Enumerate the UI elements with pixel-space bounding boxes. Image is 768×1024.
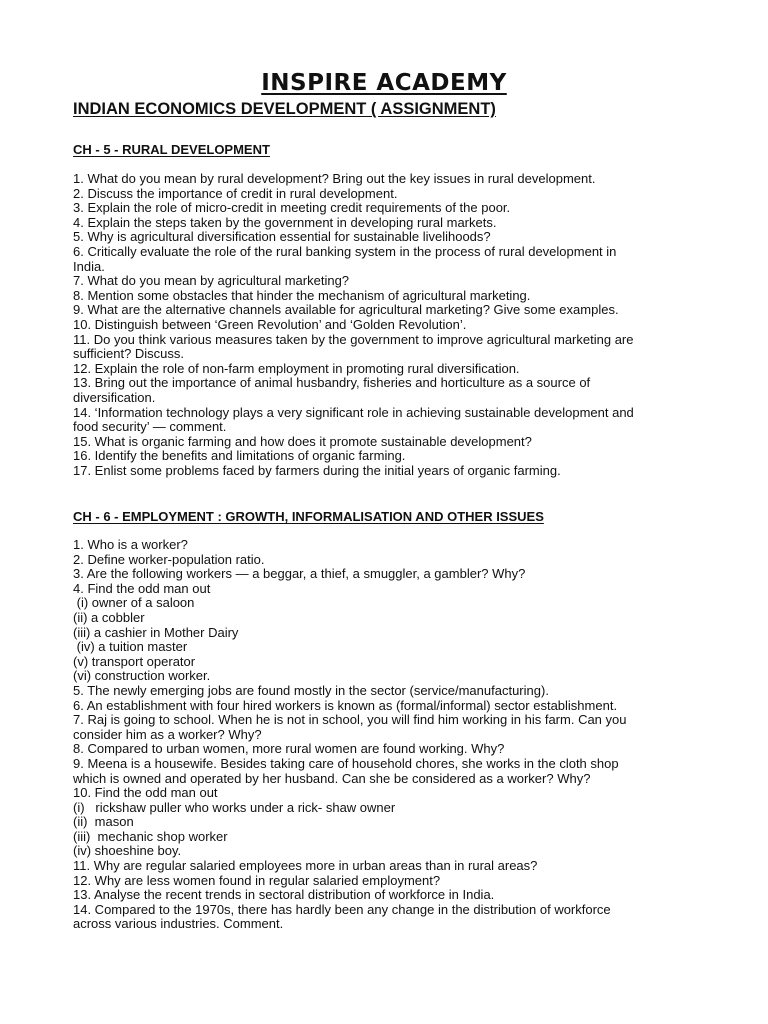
question-line: 4. Find the odd man out	[73, 580, 211, 596]
chapter-6-questions	[73, 538, 703, 932]
question-line: 8. Mention some obstacles that hinder the mechanism of agricultural marketing.	[73, 287, 531, 303]
question-line: 4. Explain the steps taken by the government in developing rural markets.	[73, 214, 497, 230]
question-line: 7. Raj is going to school. When he is not in school, you will find him working in his farm. Can you	[73, 712, 627, 728]
question-line: (i) owner of a saloon	[73, 595, 195, 611]
question-line: 5. The newly emerging jobs are found mostly in the sector (service/manufacturing).	[73, 682, 549, 698]
question-line: 6. Critically evaluate the role of the rural banking system in the process of rural development in	[73, 243, 617, 259]
question-line: (iii) a cashier in Mother Dairy	[73, 624, 239, 640]
question-line: 8. Compared to urban women, more rural women are found working. Why?	[73, 741, 505, 757]
question-line: (iv) a tuition master	[73, 639, 188, 655]
question-line: 11. Why are regular salaried employees more in urban areas than in rural areas?	[73, 858, 538, 874]
question-line: consider him as a worker? Why?	[73, 726, 262, 742]
question-line: 10. Find the odd man out	[73, 785, 218, 801]
question-line: 6. An establishment with four hired workers is known as (formal/informal) sector establishment.	[73, 697, 618, 713]
question-line: across various industries. Comment.	[73, 916, 284, 932]
question-line: 1. What do you mean by rural development? Bring out the key issues in rural development.	[73, 171, 596, 186]
question-line: food security’ — comment.	[73, 419, 227, 435]
question-line: (ii) a cobbler	[73, 609, 145, 625]
question-line: 7. What do you mean by agricultural marketing?	[73, 273, 350, 289]
question-line: sufficient? Discuss.	[73, 346, 185, 362]
chapter-5-questions	[73, 172, 703, 478]
question-line: 12. Explain the role of non-farm employment in promoting rural diversification.	[73, 360, 520, 376]
question-line: 2. Discuss the importance of credit in rural development.	[73, 185, 398, 201]
question-line: 5. Why is agricultural diversification essential for sustainable livelihoods?	[73, 229, 491, 245]
question-line: India.	[73, 258, 105, 274]
question-line: 17. Enlist some problems faced by farmers during the initial years of organic farming.	[73, 462, 561, 478]
question-line: 2. Define worker-population ratio.	[73, 551, 265, 567]
academy-title: INSPIRE ACADEMY	[261, 70, 507, 96]
chapter-5-heading: CH - 5 - RURAL DEVELOPMENT	[73, 142, 270, 157]
question-line: (iii) mechanic shop worker	[73, 828, 228, 844]
question-line: 3. Are the following workers — a beggar, a thief, a smuggler, a gambler? Why?	[73, 566, 526, 582]
chapter-6-heading: CH - 6 - EMPLOYMENT : GROWTH, INFORMALISATION AND OTHER ISSUES	[73, 509, 544, 524]
assignment-subtitle: INDIAN ECONOMICS DEVELOPMENT ( ASSIGNMENT)	[73, 100, 496, 118]
question-line: 13. Bring out the importance of animal husbandry, fisheries and horticulture as a source of	[73, 375, 591, 391]
question-line: (iv) shoeshine boy.	[73, 843, 182, 859]
question-line: (i) rickshaw puller who works under a rick- shaw owner	[73, 799, 396, 815]
question-line: diversification.	[73, 389, 156, 405]
question-line: 14. Compared to the 1970s, there has hardly been any change in the distribution of workforce	[73, 901, 611, 917]
question-line: 14. ‘Information technology plays a very significant role in achieving sustainable development and	[73, 404, 634, 420]
question-line: 12. Why are less women found in regular salaried employment?	[73, 872, 441, 888]
question-line: (v) transport operator	[73, 653, 196, 669]
question-line: 11. Do you think various measures taken by the government to improve agricultural marketing are	[73, 331, 634, 347]
question-line: 13. Analyse the recent trends in sectoral distribution of workforce in India.	[73, 887, 495, 903]
question-line: (ii) mason	[73, 814, 134, 830]
question-line: which is owned and operated by her husband. Can she be considered as a worker? Why?	[73, 770, 591, 786]
question-line: 1. Who is a worker?	[73, 537, 188, 552]
question-line: 9. Meena is a housewife. Besides taking care of household chores, she works in the cloth shop	[73, 755, 619, 771]
question-line: 9. What are the alternative channels available for agricultural marketing? Give some examples.	[73, 302, 619, 318]
question-line: (vi) construction worker.	[73, 668, 211, 684]
question-line: 3. Explain the role of micro-credit in meeting credit requirements of the poor.	[73, 200, 511, 216]
question-line: 10. Distinguish between ‘Green Revolution’ and ‘Golden Revolution’.	[73, 316, 467, 332]
question-line: 16. Identify the benefits and limitations of organic farming.	[73, 448, 406, 464]
question-line: 15. What is organic farming and how does it promote sustainable development?	[73, 433, 532, 449]
